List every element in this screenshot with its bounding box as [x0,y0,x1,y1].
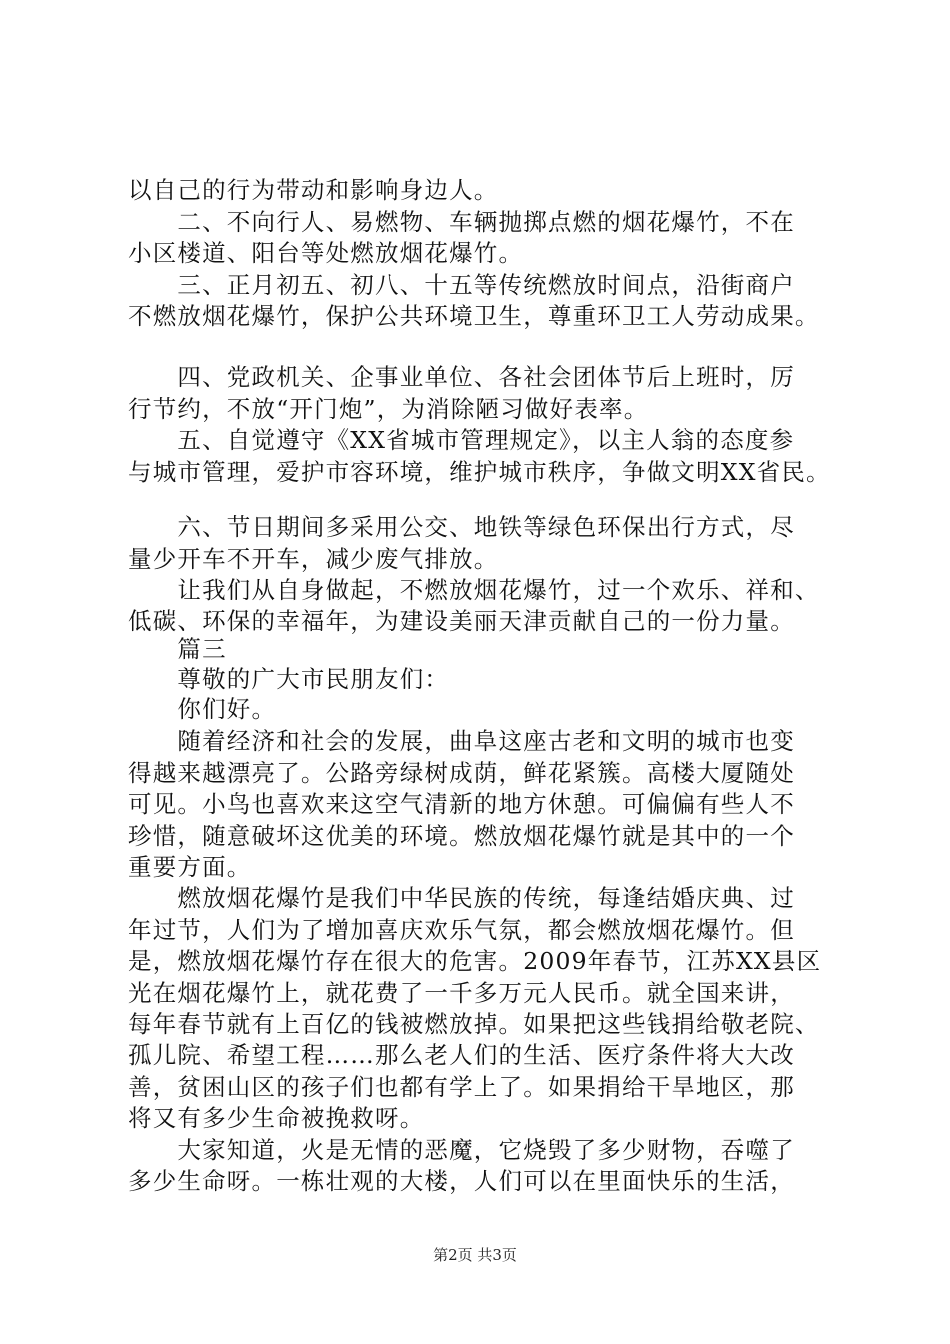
text-line: 是，燃放烟花爆竹存在很大的危害。2009年春节，江苏XX县区 [128,947,822,975]
text-line: 大家知道，火是无情的恶魔，它烧毁了多少财物，吞噬了 [128,1136,795,1164]
text-line: 重要方面。 [128,853,252,881]
text-line: 你们好。 [128,695,277,723]
text-line: 小区楼道、阳台等处燃放烟花爆竹。 [128,239,524,267]
text-line: 珍惜，随意破坏这优美的环境。燃放烟花爆竹就是其中的一个 [128,822,795,850]
text-line: 多少生命呀。一栋壮观的大楼，人们可以在里面快乐的生活， [128,1167,795,1195]
text-line: 得越来越漂亮了。公路旁绿树成荫，鲜花紧簇。高楼大厦随处 [128,759,795,787]
text-line: 量少开车不开车，减少废气排放。 [128,545,499,573]
text-line: 以自己的行为带动和影响身边人。 [128,176,499,204]
text-line: 燃放烟花爆竹是我们中华民族的传统，每逢结婚庆典、过 [128,884,795,912]
text-line: 与城市管理，爱护市容环境，维护城市秩序，争做文明XX省民。 [128,458,831,486]
text-line: 年过节，人们为了增加喜庆欢乐气氛，都会燃放烟花爆竹。但 [128,916,795,944]
text-line: 光在烟花爆竹上，就花费了一千多万元人民币。就全国来讲， [128,979,795,1007]
text-line: 三、正月初五、初八、十五等传统燃放时间点，沿街商户 [128,271,795,299]
text-line: 随着经济和社会的发展，曲阜这座古老和文明的城市也变 [128,727,795,755]
text-line: 尊敬的广大市民朋友们： [128,665,450,693]
page-number-footer: 第2页 共3页 [433,1246,517,1264]
text-line: 让我们从自身做起，不燃放烟花爆竹，过一个欢乐、祥和、 [128,576,820,604]
text-line: 将又有多少生命被挽救呀。 [128,1104,425,1132]
text-line: 可见。小鸟也喜欢来这空气清新的地方休憩。可偏偏有些人不 [128,790,795,818]
text-line: 孤儿院、希望工程……那么老人们的生活、医疗条件将大大改 [128,1041,795,1069]
text-line: 五、自觉遵守《XX省城市管理规定》，以主人翁的态度参 [128,426,795,454]
text-line: 善，贫困山区的孩子们也都有学上了。如果捐给干旱地区，那 [128,1073,795,1101]
text-line: 低碳、环保的幸福年，为建设美丽天津贡献自己的一份力量。 [128,607,795,635]
text-line: 行节约，不放“开门炮”，为消除陋习做好表率。 [128,395,649,423]
text-line: 不燃放烟花爆竹，保护公共环境卫生，尊重环卫工人劳动成果。 [128,302,820,330]
text-line: 篇三 [128,635,227,663]
text-line: 二、不向行人、易燃物、车辆抛掷点燃的烟花爆竹，不在 [128,208,795,236]
text-line: 六、节日期间多采用公交、地铁等绿色环保出行方式，尽 [128,513,795,541]
text-line: 每年春节就有上百亿的钱被燃放掉。如果把这些钱捐给敬老院、 [128,1010,820,1038]
text-line: 四、党政机关、企事业单位、各社会团体节后上班时，厉 [128,363,795,391]
